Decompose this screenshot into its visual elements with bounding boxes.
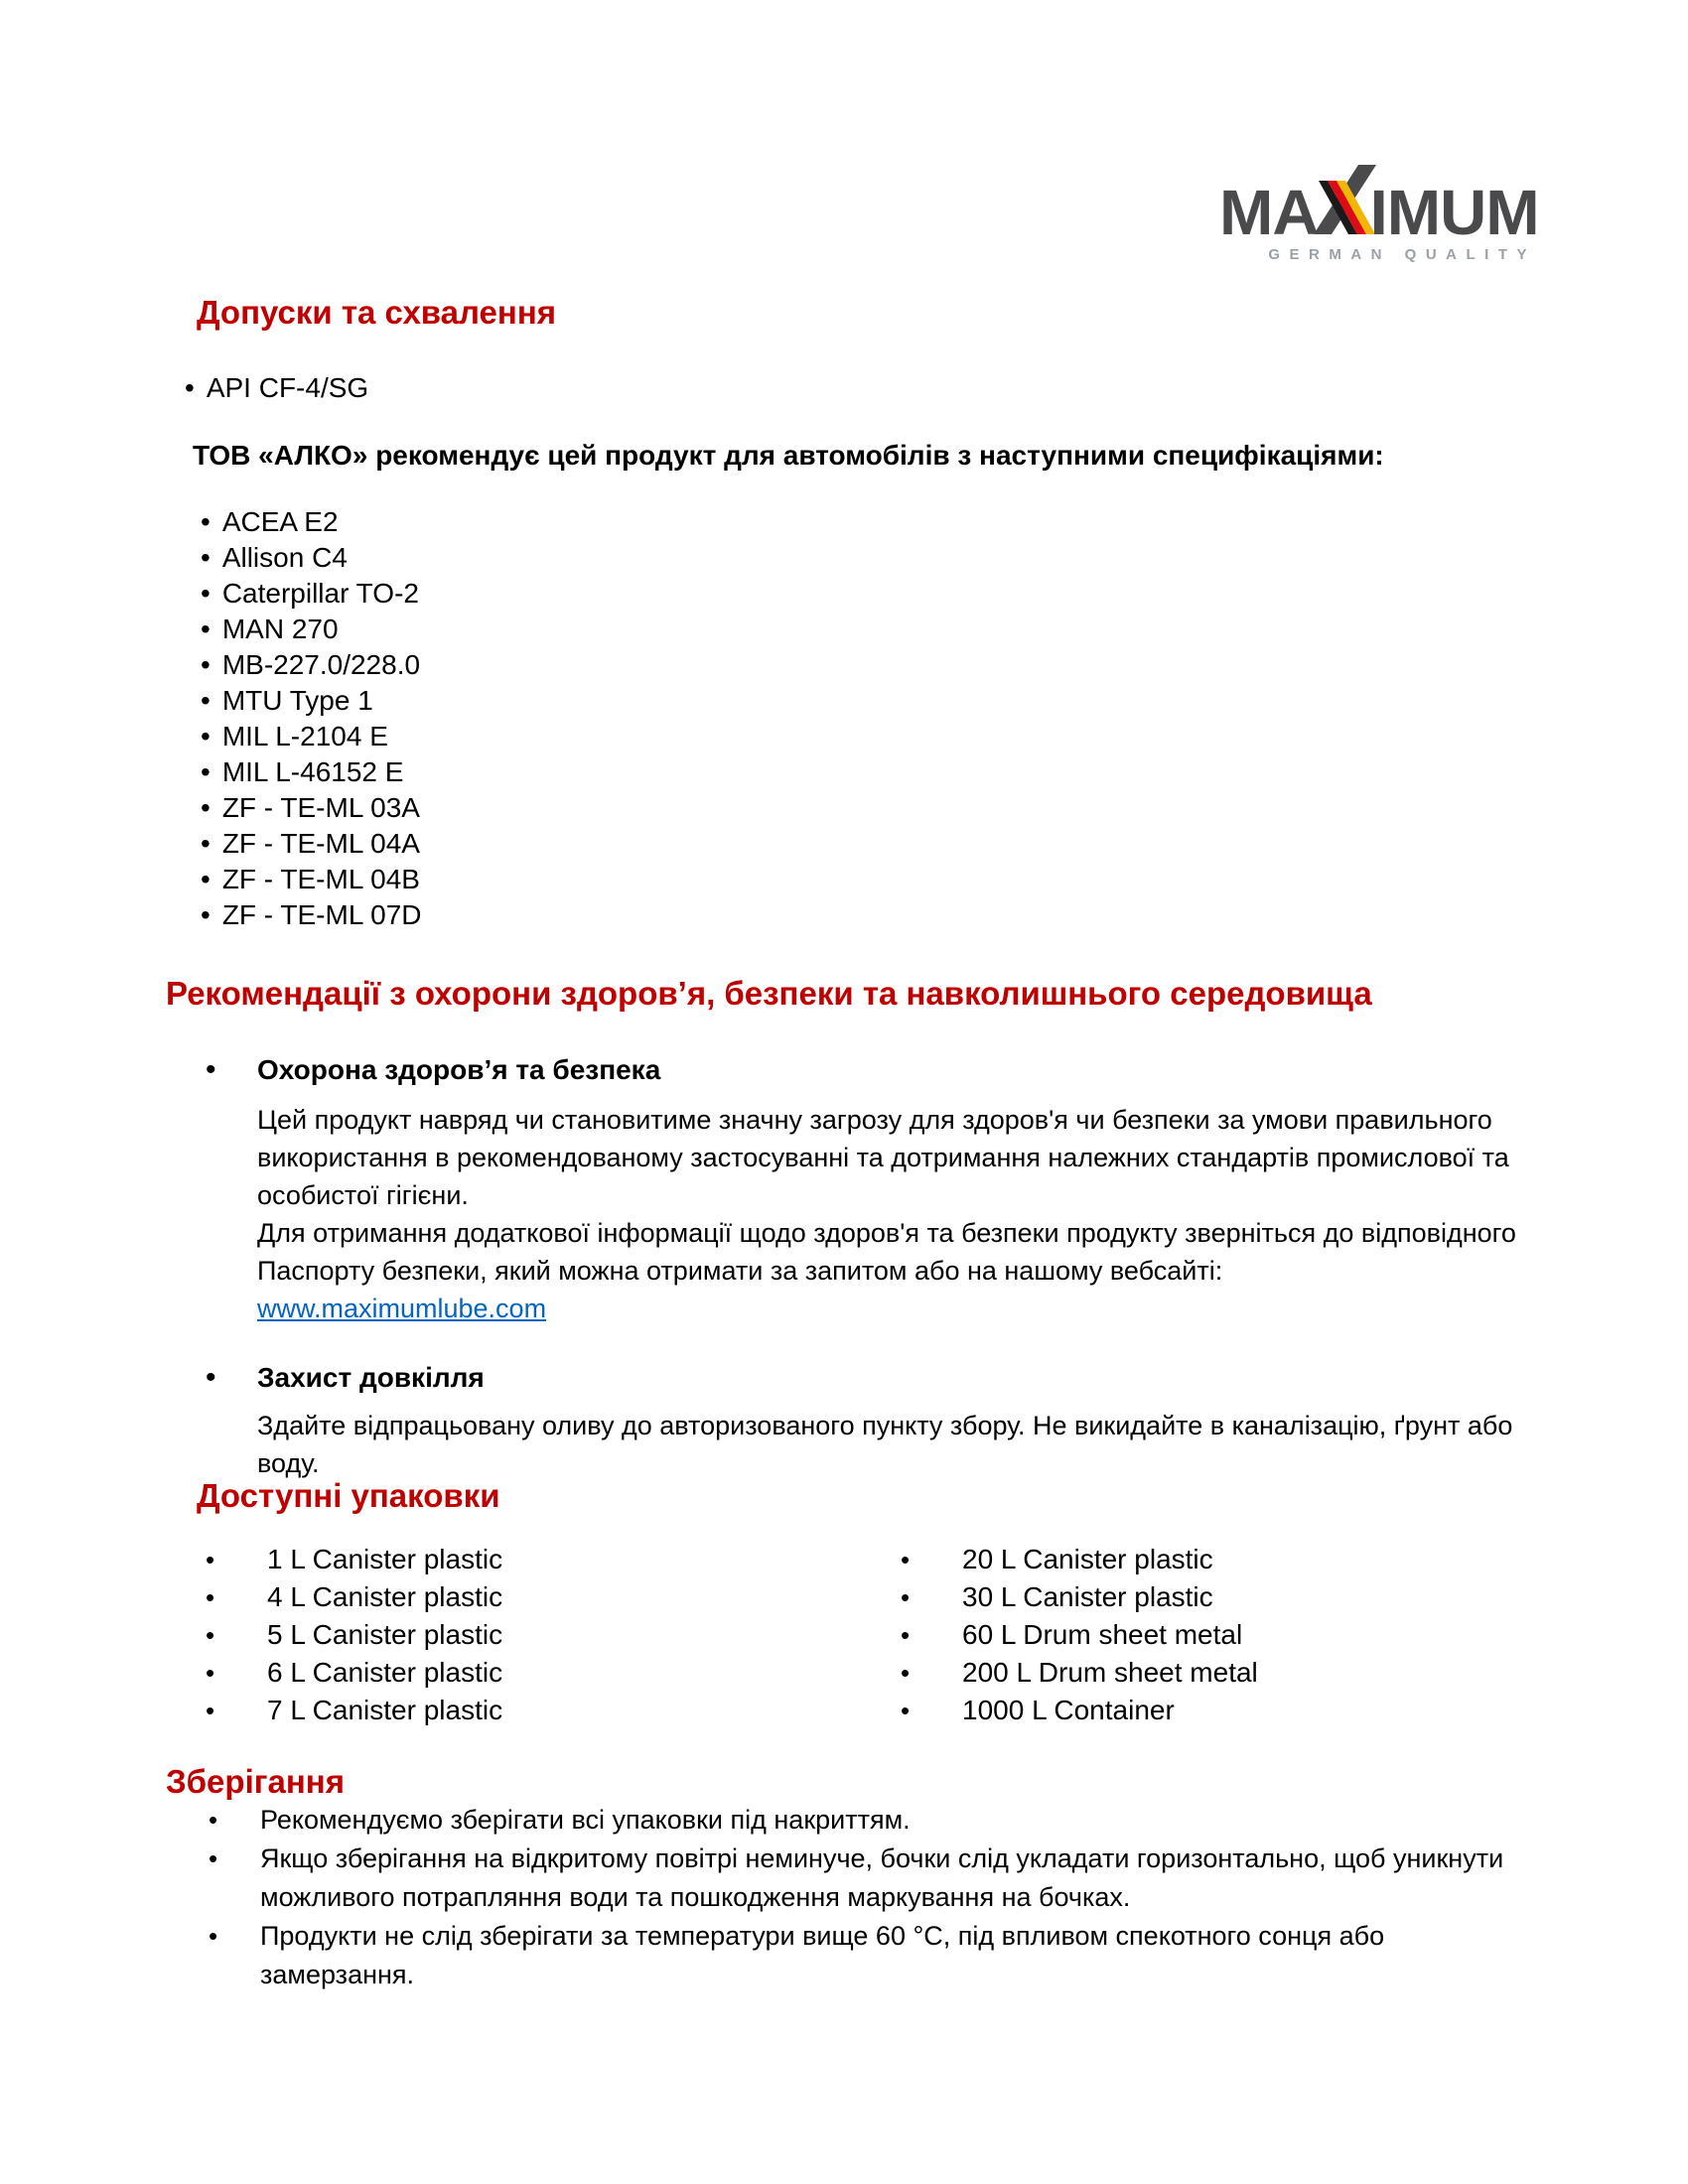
package-list [206,1541,1258,1729]
spec-item [201,826,422,862]
spec-item [201,790,422,826]
section-title-storage: Зберігання [166,1763,345,1800]
spec-item-text: MIL L-2104 E [221,721,388,751]
package-item [206,1578,901,1616]
package-item [901,1578,1258,1616]
package-item [206,1654,901,1692]
bullet-icon [201,864,222,894]
bullet-icon [901,1541,962,1578]
bullet-icon [185,372,207,403]
spec-item-text: Allison C4 [221,542,348,573]
spec-item-text: ZF - TE-ML 03A [221,792,420,823]
api-spec-line [185,369,368,407]
brand-logo-text-left: MA [1218,177,1319,248]
bullet-icon [901,1654,962,1692]
spec-item-text: MB-227.0/228.0 [221,649,421,680]
spec-item-text: ZF - TE-ML 07D [221,899,422,930]
package-item [901,1541,1258,1578]
package-item [901,1654,1258,1692]
package-item [901,1616,1258,1654]
spec-item [201,540,422,576]
bullet-icon [206,1578,267,1616]
brand-logo [1218,165,1539,263]
bullet-icon [901,1692,962,1729]
bullet-icon [201,685,222,716]
section-title-packaging: Доступні упаковки [197,1477,500,1514]
spec-item-text: ZF - TE-ML 04B [221,864,420,894]
spec-item-text: ZF - TE-ML 04A [221,828,420,859]
package-item-text: 5 L Canister plastic [267,1619,503,1650]
bullet-icon [201,506,222,537]
storage-item [209,1917,1541,1994]
bullet-icon [201,542,222,573]
health-safety-paragraph-2: Для отримання додаткової інформації щодо здоров'я та безпеки продукту зверніться до відповідного Паспорту безпеки, який можна отримати за запитом або на нашому вебсайті: [257,1218,1516,1286]
bullet-icon [201,578,222,609]
package-item-text: 4 L Canister plastic [267,1581,503,1612]
bullet-icon [201,899,222,930]
german-flag-x-icon [1313,165,1378,234]
spec-item [201,576,422,612]
spec-item [201,862,422,897]
package-item-text: 6 L Canister plastic [267,1657,503,1688]
package-item-text: 30 L Canister plastic [962,1581,1213,1612]
package-item [901,1692,1258,1729]
spec-item-text: ACEA E2 [221,506,339,537]
api-spec-text: API CF-4/SG [206,372,369,403]
spec-item-text: MIL L-46152 E [221,756,404,787]
bullet-icon [206,1654,267,1692]
storage-item [209,1801,1541,1840]
spec-item-text: Caterpillar TO-2 [221,578,419,609]
bullet-icon [201,756,222,787]
bullet-icon [201,614,222,644]
spec-item [201,754,422,790]
bullet-icon [201,721,222,751]
storage-item [209,1840,1541,1917]
package-item-text: 7 L Canister plastic [267,1695,503,1725]
storage-item-text: Продукти не слід зберігати за температури вище 60 °C, під впливом спекотного сонця або замерзання. [260,1921,1385,1989]
package-list-right-column [901,1541,1258,1729]
bullet-icon [201,792,222,823]
storage-item-text: Рекомендуємо зберігати всі упаковки під накриттям. [260,1805,911,1835]
package-item-text: 1000 L Container [962,1695,1175,1725]
package-item [206,1692,901,1729]
package-item-text: 20 L Canister plastic [962,1544,1213,1574]
spec-item [201,504,422,540]
section-title-hse: Рекомендації з охорони здоров’я, безпеки та навколишнього середовища [166,975,1372,1012]
bullet-icon [206,1541,267,1578]
spec-item [201,897,422,933]
bullet-icon [209,1805,260,1836]
storage-item-text: Якщо зберігання на відкритому повітрі неминуче, бочки слід укладати горизонтально, щоб уникнути можливого потрапляння води та пошкодження маркування на бочках. [260,1843,1504,1912]
package-item [206,1616,901,1654]
section-title-approvals: Допуски та схвалення [197,294,557,331]
bullet-icon [201,649,222,680]
package-item-text: 200 L Drum sheet metal [962,1657,1258,1688]
package-item-text: 60 L Drum sheet metal [962,1619,1243,1650]
health-safety-paragraph-1: Цей продукт навряд чи становитиме значну загрозу для здоров'я чи безпеки за умови правильного використання в рекомендованому застосуванні та дотримання належних стандартів промислової та особистої гігієни. [257,1105,1509,1210]
health-safety-title: Охорона здоров’я та безпека [257,1054,661,1085]
environment-paragraph: Здайте відпрацьовану оливу до авторизованого пункту збору. Не викидайте в каналізацію, ґрунт або воду. [257,1411,1513,1478]
bullet-icon [901,1616,962,1654]
recommendation-line: ТОВ «АЛКО» рекомендує цей продукт для автомобілів з наступними специфікаціями: [193,440,1384,471]
spec-item-text: MAN 270 [221,614,339,644]
website-link[interactable]: www.maximumlube.com [257,1294,547,1323]
spec-item [201,683,422,719]
package-item-text: 1 L Canister plastic [267,1544,503,1574]
spec-item-text: MTU Type 1 [221,685,373,716]
environment-title: Захист довкілля [257,1362,485,1393]
bullet-icon [206,1616,267,1654]
bullet-icon [201,828,222,859]
bullet-icon [206,1053,257,1087]
bullet-icon [901,1578,962,1616]
brand-logo-tagline: GERMAN QUALITY [1268,246,1536,263]
package-item [206,1541,901,1578]
bullet-icon [209,1921,260,1952]
spec-list [201,504,422,933]
bullet-icon [206,1692,267,1729]
environment-block [206,1358,1586,1482]
health-safety-block [206,1050,1586,1327]
spec-item [201,647,422,683]
spec-item [201,612,422,647]
bullet-icon [209,1843,260,1874]
storage-list [209,1801,1541,1994]
package-list-left-column [206,1541,901,1729]
bullet-icon [206,1361,257,1395]
spec-item [201,719,422,754]
brand-logo-text-right: IMUM [1370,177,1539,248]
